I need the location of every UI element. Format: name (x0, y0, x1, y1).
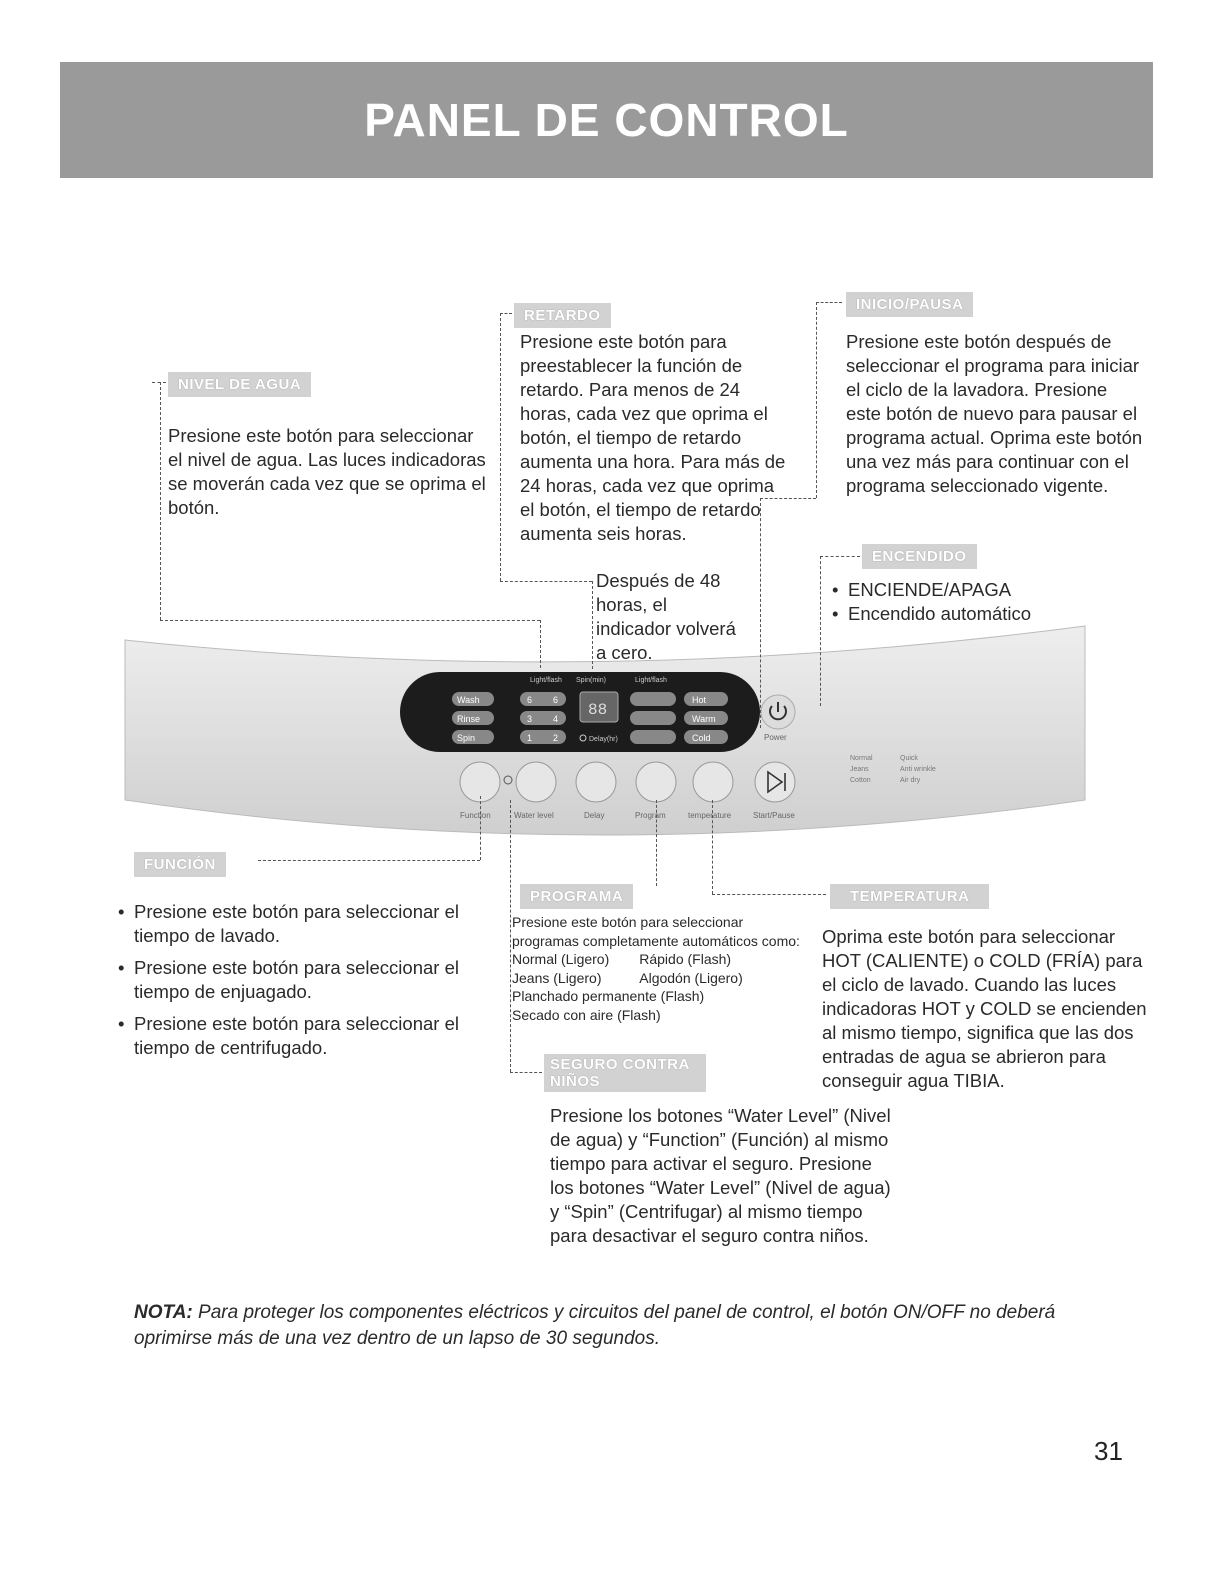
programa-table (512, 950, 743, 1024)
program-item: Secado con aire (Flash) (512, 1006, 661, 1023)
button-label-program: Program (635, 811, 666, 820)
note-text: Para proteger los componentes eléctricos y circuitos del panel de control, el botón ON/OFF no deberá oprimirse más de una vez dentro de un lapso de 30 segundos. (134, 1302, 1056, 1349)
temp-label-hot: Hot (692, 695, 707, 705)
button-label-temperature: temperature (688, 811, 732, 820)
programa-panel (512, 913, 812, 1024)
temp-label-cold: Cold (692, 733, 711, 743)
program-item: Rápido (Flash) (639, 951, 732, 967)
label-temperatura: TEMPERATURA (830, 884, 989, 909)
label-seguro: SEGURO CONTRA NIÑOS (544, 1054, 706, 1092)
start-pause-button[interactable] (755, 762, 795, 802)
title-bar (60, 62, 1153, 178)
text-inicio-pausa: Presione este botón después de seleccionar el programa para iniciar el ciclo de la lavadora. Presione este botón de nuevo para pausar el programa actual. Oprima este botón una vez más para continuar con el programa seleccionado vigente. (846, 331, 1143, 496)
fn-label-wash: Wash (457, 695, 480, 705)
label-programa: PROGRAMA (520, 884, 633, 909)
level-right: 2 (553, 733, 559, 743)
leader-line (712, 894, 826, 895)
program-indicator (630, 711, 676, 725)
leader-line (500, 581, 592, 582)
leader-line (712, 800, 713, 894)
leader-line (816, 302, 842, 303)
funcion-item: • Presione este botón para seleccionar el tiempo de enjuagado. (118, 956, 478, 1004)
program-item: Normal (Ligero) (512, 951, 610, 967)
page-title: PANEL DE CONTROL (364, 94, 849, 146)
label-nivel-agua: NIVEL DE AGUA (168, 372, 311, 397)
temp-label-warm: Warm (692, 714, 716, 724)
water-level-button[interactable] (516, 762, 556, 802)
table-row (512, 950, 743, 969)
leader-line (258, 860, 480, 861)
legend-item: Jeans (850, 766, 869, 773)
programa-intro: Presione este botón para seleccionar programas completamente automáticos como: (512, 914, 800, 949)
top-label: Light/flash (635, 677, 667, 684)
table-row (512, 987, 743, 1006)
leader-line (592, 581, 593, 669)
leader-line (510, 800, 511, 1072)
text-seguro: Presione los botones “Water Level” (Nivel de agua) y “Function” (Función) al mismo tiempo para activar el seguro. Presione los botones “Water Level” (Nivel de agua) y “Spin” (Centrifugar) al mismo tiempo para desactivar el seguro contra niños. (550, 1105, 891, 1246)
leader-line (540, 620, 541, 668)
level-left: 3 (527, 714, 533, 724)
control-panel-illustration (110, 620, 1100, 860)
program-item: Planchado permanente (Flash) (512, 988, 705, 1004)
funcion-item: • Presione este botón para seleccionar el tiempo de lavado. (118, 900, 478, 948)
page-number: 31 (1094, 1436, 1123, 1466)
button-label-delay: Delay (584, 811, 605, 820)
text-retardo: Presione este botón para preestablecer la función de retardo. Para menos de 24 horas, cada vez que oprima el botón, el tiempo de retardo aumenta una hora. Para más de 24 horas, cada vez que oprima el botón, el tiempo de retardo aumenta seis horas. (520, 331, 786, 544)
level-right: 6 (553, 695, 559, 705)
legend-item: Normal (850, 755, 873, 762)
list-encendido (832, 578, 1112, 626)
encendido-item: • ENCIENDE/APAGA (832, 578, 1112, 602)
leader-line (820, 556, 860, 557)
legend-item: Anti wrinkle (900, 766, 936, 773)
leader-line (816, 302, 817, 498)
encendido-item: • Encendido automático (832, 602, 1112, 626)
leader-line (160, 382, 161, 620)
level-left: 6 (527, 695, 533, 705)
program-indicator (630, 692, 676, 706)
leader-line (820, 556, 821, 706)
top-label: Spin(min) (576, 677, 606, 684)
top-label: Light/flash (530, 677, 562, 684)
program-item: Jeans (Ligero) (512, 969, 602, 986)
text-retardo-2: Después de 48 horas, el indicador volverá a cero. (596, 570, 736, 663)
leader-line (656, 800, 657, 886)
legend-item: Air dry (900, 777, 921, 784)
leader-line (760, 498, 761, 728)
program-item: Algodón (Ligero) (639, 969, 743, 986)
fn-label-spin: Spin (457, 733, 476, 743)
leader-line (500, 313, 501, 581)
delay-label: Delay(hr) (589, 736, 618, 743)
level-right: 4 (553, 714, 559, 724)
label-inicio-pausa: INICIO/PAUSA (846, 292, 973, 317)
power-label: Power (764, 733, 787, 742)
label-retardo: RETARDO (514, 303, 611, 328)
program-button[interactable] (636, 762, 676, 802)
label-funcion: FUNCIÓN (134, 852, 226, 877)
button-label-function: Function (460, 811, 491, 820)
leader-line (152, 382, 166, 383)
leader-line (160, 620, 540, 621)
legend-item: Quick (900, 755, 918, 762)
fn-label-rinse: Rinse (457, 714, 481, 724)
text-nivel-agua: Presione este botón para seleccionar el nivel de agua. Las luces indicadoras se moverán cada vez que se oprima el botón. (168, 425, 486, 518)
program-indicator (630, 730, 676, 744)
legend-item: Cotton (850, 777, 871, 784)
table-row (512, 969, 743, 988)
note (134, 1300, 1094, 1352)
text-temperatura: Oprima este botón para seleccionar HOT (CALIENTE) o COLD (FRÍA) para el ciclo de lavado. Cuando las luces indicadoras HOT y COLD se encienden al mismo tiempo, significa que las dos entradas de agua se abrieron para conseguir agua TIBIA. (822, 926, 1147, 1091)
level-left: 1 (527, 733, 533, 743)
button-label-water-level: Water level (514, 811, 554, 820)
temperature-button[interactable] (693, 762, 733, 802)
leader-line (760, 498, 816, 499)
display-digits: 88 (588, 701, 608, 719)
delay-button[interactable] (576, 762, 616, 802)
leader-line (480, 796, 481, 860)
label-encendido: ENCENDIDO (862, 544, 977, 569)
button-label-start-pause: Start/Pause (753, 811, 795, 820)
funcion-item: • Presione este botón para seleccionar el tiempo de centrifugado. (118, 1012, 478, 1060)
list-funcion (118, 900, 478, 1068)
leader-line (500, 313, 512, 314)
leader-line (510, 1072, 542, 1073)
table-row (512, 1006, 743, 1025)
note-label: NOTA: (134, 1302, 193, 1323)
